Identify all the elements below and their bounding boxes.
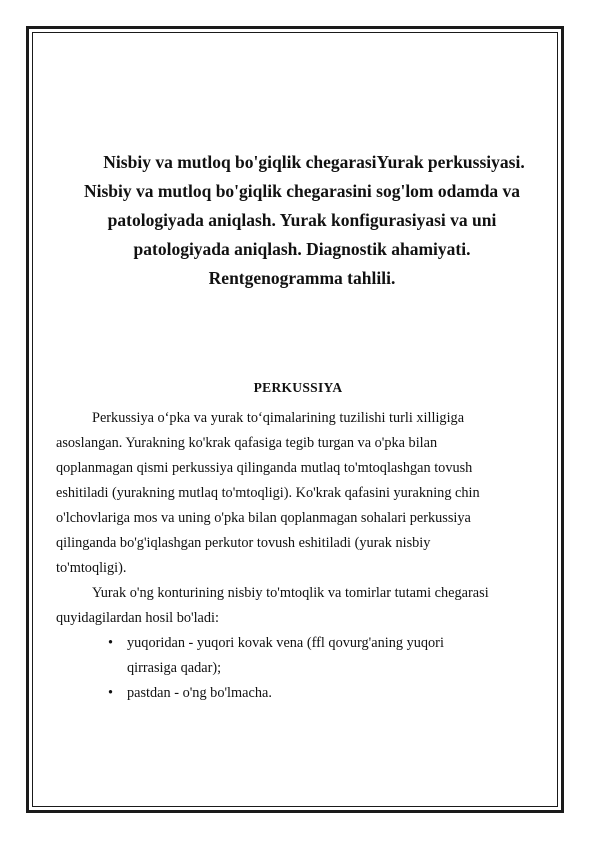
title-line: Nisbiy va mutloq bo'giqlik chegarasiYurak perkussiyasi. <box>103 152 525 172</box>
text-line: quyidagilardan hosil bo'ladi: <box>56 610 219 626</box>
title-line: Nisbiy va mutloq bo'giqlik chegarasini sog'lom odamda va <box>83 181 521 201</box>
text-line: Yurak o'ng konturining nisbiy to'mtoqlik va tomirlar tutami chegarasi <box>92 585 489 601</box>
title-line: patologiyada aniqlash. Yurak konfigurasiyasi va uni <box>107 210 497 230</box>
text-line: Perkussiya o‘pka va yurak to‘qimalarining tuzilishi turli xilligiga <box>92 410 465 426</box>
bullet-list <box>56 631 546 706</box>
paragraph <box>56 581 546 631</box>
text-line: qoplanmagan qismi perkussiya qilinganda mutlaq to'mtoqlashgan tovush <box>56 460 473 476</box>
text-line: asoslangan. Yurakning ko'krak qafasiga tegib turgan va o'pka bilan <box>56 435 438 451</box>
list-item <box>56 681 546 706</box>
section-heading: PERKUSSIYA <box>253 380 343 395</box>
text-line: to'mtoqligi). <box>56 560 127 576</box>
list-item <box>56 631 546 681</box>
text-line: pastdan - o'ng bo'lmacha. <box>127 685 272 701</box>
document-title <box>62 148 542 293</box>
title-line: patologiyada aniqlash. Diagnostik ahamiyati. <box>133 239 471 259</box>
text-line: o'lchovlariga mos va uning o'pka bilan qoplanmagan sohalari perkussiya <box>56 510 471 526</box>
paragraph <box>56 406 546 581</box>
body-text <box>56 406 546 706</box>
text-line: eshitiladi (yurakning mutlaq to'mtoqligi). Ko'krak qafasini yurakning chin <box>56 485 480 501</box>
text-line: yuqoridan - yuqori kovak vena (ffl qovurg'aning yuqori <box>127 635 444 651</box>
bullet-icon: • <box>108 635 114 651</box>
title-line: Rentgenogramma tahlili. <box>208 268 396 288</box>
text-line: qilinganda bo'g'iqlashgan perkutor tovush eshitiladi (yurak nisbiy <box>56 535 431 551</box>
text-line: qirrasiga qadar); <box>127 660 222 676</box>
bullet-icon: • <box>108 685 114 701</box>
